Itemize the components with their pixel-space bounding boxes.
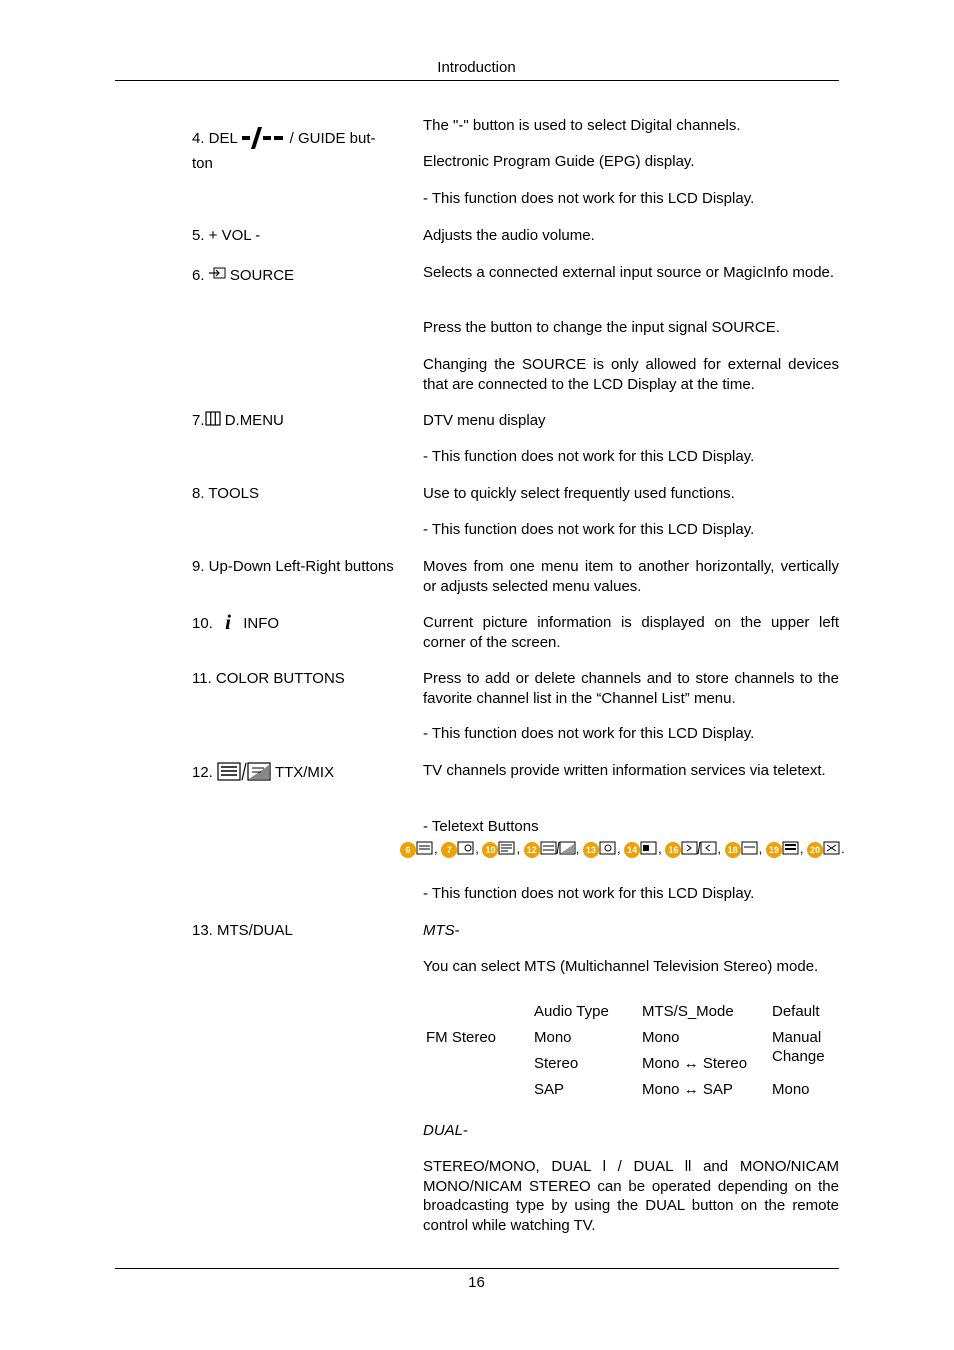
table-cell: FM Stereo [426, 1029, 497, 1046]
teletext-page-icon [823, 841, 841, 858]
para: Use to quickly select frequently used functions. [423, 485, 735, 502]
del-dash-icon [241, 125, 285, 154]
table-header-row [426, 1002, 842, 1028]
para: - This function does not work for this LCD Display. [423, 190, 755, 207]
para: - This function does not work for this LCD Display. [423, 448, 755, 465]
table-header: Default [772, 1003, 820, 1020]
para: You can select MTS (Multichannel Television Stereo) mode. [423, 958, 819, 975]
table-cell: Manual Change [772, 1029, 825, 1065]
label-text: D.MENU [224, 412, 284, 429]
label-text: 12. [192, 764, 213, 782]
teletext-page-icon [498, 841, 516, 858]
para: Selects a connected external input source or MagicInfo mode. [423, 264, 835, 281]
para: Current picture information is displayed on the upper left corner of the screen. [423, 614, 839, 651]
para: - This function does not work for this LCD Display. [423, 885, 755, 902]
label-text: / GUIDE but- [289, 130, 376, 148]
teletext-badge: 19 [766, 842, 782, 858]
dual-heading-dash: - [463, 1122, 469, 1139]
teletext-buttons-strip: 6 , 7 , 10 , 12 , 13 , 14 , 16 , 18 , 19 , 20 . [400, 841, 870, 858]
row-label-info [192, 610, 394, 634]
teletext-page-icon [416, 841, 434, 858]
teletext-badge: 16 [665, 842, 681, 858]
label-text: SOURCE [229, 267, 295, 284]
table-cell: Mono [642, 1029, 680, 1046]
para: Electronic Program Guide (EPG) display. [423, 153, 695, 170]
teletext-page-icon [640, 841, 658, 858]
mts-heading [423, 921, 839, 941]
row-label-source [192, 266, 394, 286]
row-label-color-buttons: 11. COLOR BUTTONS [192, 670, 345, 687]
row-label-mts-dual: 13. MTS/DUAL [192, 922, 293, 939]
para: DTV menu display [423, 412, 546, 429]
para: TV channels provide written information services via teletext. [423, 762, 826, 779]
row-label-del-guide [192, 125, 394, 173]
row-label-updown: 9. Up-Down Left-Right buttons [192, 558, 394, 575]
table-cell: Mono ↔ Stereo [642, 1055, 748, 1072]
dmenu-icon [205, 411, 221, 431]
table-header: Audio Type [534, 1003, 609, 1020]
table-cell: Mono [534, 1029, 572, 1046]
para: Changing the SOURCE is only allowed for external devices that are connected to the LCD Display at the time. [423, 356, 839, 393]
table-row [426, 1028, 842, 1054]
teletext-page-icon [741, 841, 759, 858]
table-header: MTS/S_Mode [642, 1003, 734, 1020]
para: - This function does not work for this LCD Display. [423, 521, 755, 538]
teletext-page-icon [540, 841, 576, 858]
table-cell: Mono ↔ SAP [642, 1081, 733, 1098]
para: - This function does not work for this LCD Display. [423, 725, 755, 742]
source-icon [209, 266, 226, 286]
teletext-badge: 20 [807, 842, 823, 858]
mts-table [426, 1002, 842, 1106]
teletext-badge: 13 [583, 842, 599, 858]
row-label-dmenu [192, 411, 394, 431]
table-cell: SAP [534, 1081, 565, 1098]
mts-heading-dash: - [454, 922, 460, 939]
para: STEREO/MONO, DUAL l / DUAL ll and MONO/NICAM MONO/NICAM STEREO can be operated depending on the broadcasting type by using the DUAL button on the remote control while watching TV. [423, 1158, 839, 1234]
para: Press to add or delete channels and to store channels to the favorite channel list in the “Channel List” menu. [423, 670, 839, 707]
page-number: 16 [468, 1274, 485, 1291]
teletext-page-icon [681, 841, 717, 858]
para: Adjusts the audio volume. [423, 227, 595, 244]
label-text: INFO [243, 615, 280, 632]
label-text: 10. [192, 615, 213, 632]
label-text: 7. [192, 412, 205, 429]
footer-rule [115, 1268, 839, 1269]
label-text: 4. DEL [192, 130, 238, 148]
label-text: ton [192, 154, 213, 172]
row-label-ttx-mix [192, 762, 394, 785]
para: - Teletext Buttons [423, 818, 539, 835]
teletext-page-icon [782, 841, 800, 858]
teletext-page-icon [457, 841, 475, 858]
teletext-badge: 6 [400, 842, 416, 858]
mts-heading-text: MTS [423, 922, 455, 939]
teletext-badge: 12 [524, 842, 540, 858]
label-text: TTX/MIX [274, 764, 335, 782]
page-header: Introduction [437, 59, 516, 76]
table-row [426, 1080, 842, 1106]
teletext-page-icon [599, 841, 617, 858]
teletext-badge: 7 [441, 842, 457, 858]
row-label-tools: 8. TOOLS [192, 485, 259, 502]
teletext-badge: 14 [624, 842, 640, 858]
table-cell: Mono [772, 1081, 810, 1098]
dual-heading-text: DUAL [423, 1122, 464, 1139]
label-text: 6. [192, 267, 205, 284]
dual-heading [423, 1121, 839, 1141]
para: Moves from one menu item to another horizontally, vertically or adjusts selected menu values. [423, 558, 839, 595]
info-icon: i [225, 610, 231, 634]
header-rule [115, 80, 839, 81]
table-cell: Stereo [534, 1055, 579, 1072]
teletext-badge: 10 [482, 842, 498, 858]
para: Press the button to change the input signal SOURCE. [423, 319, 780, 336]
ttx-mix-icon [217, 762, 271, 785]
para: The "-" button is used to select Digital channels. [423, 117, 741, 134]
row-label-vol: 5. + VOL - [192, 227, 261, 244]
teletext-badge: 18 [725, 842, 741, 858]
